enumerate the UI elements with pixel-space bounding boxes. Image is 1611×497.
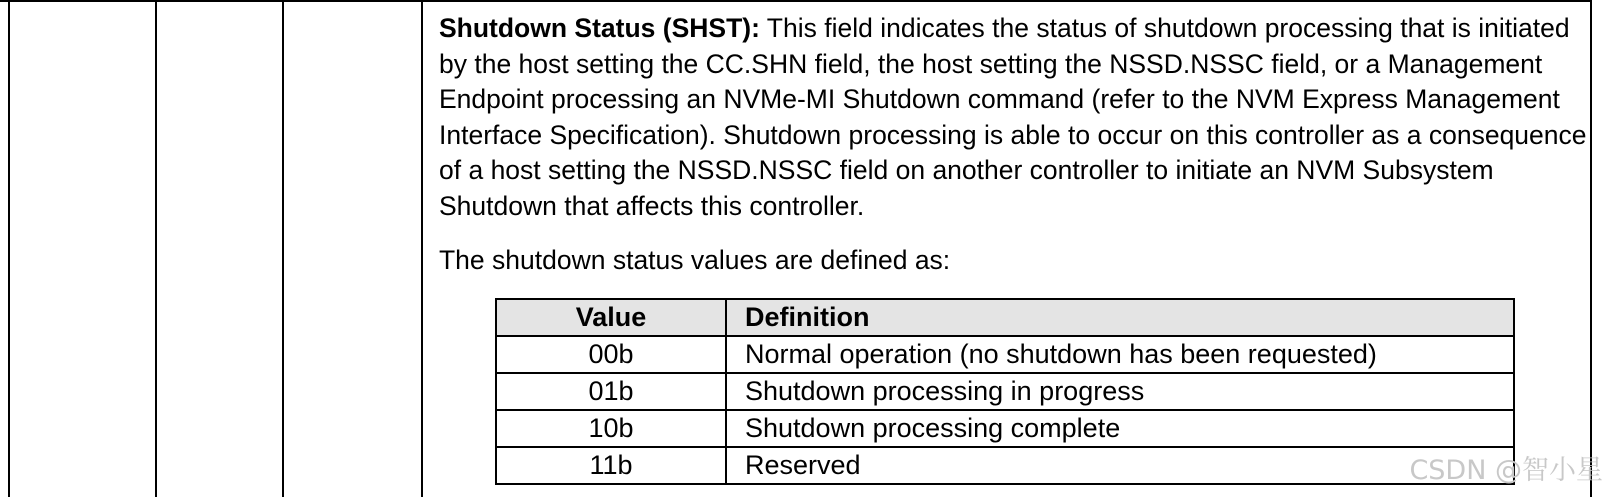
field-description (439, 11, 1591, 279)
status-value: 10b (496, 410, 726, 447)
table-row (496, 447, 1514, 484)
table-row (496, 373, 1514, 410)
field-description-text: This field indicates the status of shutdown processing that is initiated by the host setting the CC.SHN field, the host setting the NSSD.NSSC field, or a Management Endpoint processing an NVMe-MI Shutdown command (refer to the NVM Express Management Interface Specification). Shutdown processing is able to occur on this controller as a consequence of a host setting the NSSD.NSSC field on another controller to initiate an NVM Subsystem Shutdown that affects this controller. (439, 13, 1587, 221)
status-definition: Reserved (726, 447, 1514, 484)
table-row (496, 410, 1514, 447)
status-value: 00b (496, 336, 726, 373)
status-definition: Normal operation (no shutdown has been requested) (726, 336, 1514, 373)
status-value: 11b (496, 447, 726, 484)
table-row (496, 336, 1514, 373)
shutdown-status-table (495, 298, 1515, 485)
column-border (8, 0, 10, 497)
status-definition: Shutdown processing complete (726, 410, 1514, 447)
value-column-header: Value (496, 299, 726, 336)
table-header-row (496, 299, 1514, 336)
top-border (0, 0, 1590, 2)
column-border (155, 0, 157, 497)
column-border (282, 0, 284, 497)
definition-column-header: Definition (726, 299, 1514, 336)
watermark: CSDN @智小星 (1409, 455, 1603, 486)
description-paragraph (439, 11, 1591, 224)
status-definition: Shutdown processing in progress (726, 373, 1514, 410)
column-border (421, 0, 423, 497)
status-value: 01b (496, 373, 726, 410)
field-title: Shutdown Status (SHST): (439, 13, 760, 43)
values-intro: The shutdown status values are defined as: (439, 245, 951, 275)
